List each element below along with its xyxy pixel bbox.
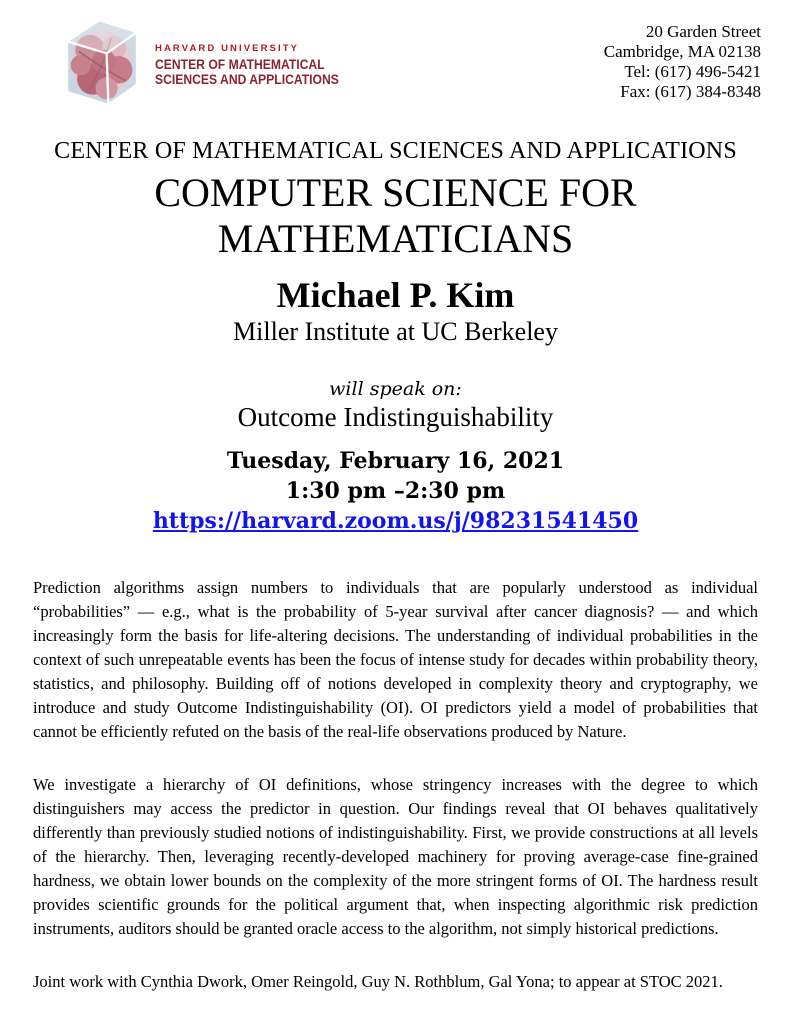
phone-line: Tel: (617) 496-5421 [624, 62, 761, 81]
event-info [0, 446, 791, 536]
abstract-section [33, 576, 758, 994]
address-line2: Cambridge, MA 02138 [603, 42, 761, 61]
speaker-affiliation: Miller Institute at UC Berkeley [233, 317, 558, 346]
cmsa-logo [56, 14, 359, 111]
event-link-row [0, 506, 791, 536]
event-date: Tuesday, February 16, 2021 [226, 448, 565, 474]
contact-block [604, 14, 761, 102]
abstract-paragraph-3: Joint work with Cynthia Dwork, Omer Reingold, Guy N. Rothblum, Gal Yona; to appear at STOC 2021. [33, 972, 723, 991]
abstract-paragraph-2: We investigate a hierarchy of OI definitions, whose stringency increases with the degree to which distinguishers may access the predictor in question. Our findings reveal that OI behaves qualitatively differently than previously studied notions of indistinguishability. First, we provide constructions at all levels of the hierarchy. Then, leveraging recently-developed machinery for proving average-case fine-grained hardness, we obtain lower bounds on the complexity of the more stringent forms of OI. The hardness result provides scientific grounds for the political argument that, when inspecting algorithmic risk prediction instruments, auditors should be granted oracle access to the algorithm, not simply historical predictions. [33, 775, 758, 938]
abstract-paragraph-1: Prediction algorithms assign numbers to individuals that are popularly understood as individual “probabilities” — e.g., what is the probability of 5-year survival after cancer diagnosis? — and which increasingly form the basis for life-altering decisions. The understanding of individual probabilities in the context of such unrepeatable events has been the focus of intense study for decades within probability theory, statistics, and philosophy. Building off of notions developed in complexity theory and cryptography, we introduce and study Outcome Indistinguishability (OI). OI predictors yield a model of probabilities that cannot be efficiently refuted on the basis of the real-life observations produced by Nature. [33, 578, 758, 741]
logo-center-line2: SCIENCES AND APPLICATIONS [155, 72, 339, 88]
speak-on-label: will speak on: [329, 378, 462, 400]
series-title-line2: MATHEMATICIANS [217, 216, 574, 261]
speaker-name: Michael P. Kim [276, 275, 515, 315]
series-title-line1: COMPUTER SCIENCE FOR [154, 170, 637, 215]
logo-center-lines [155, 57, 339, 87]
talk-title: Outcome Indistinguishability [237, 402, 554, 432]
center-name-heading: CENTER OF MATHEMATICAL SCIENCES AND APPLICATIONS [54, 138, 737, 164]
logo-university-line: HARVARD UNIVERSITY [155, 43, 300, 54]
series-title [0, 170, 791, 262]
cmsa-cube-icon [56, 14, 148, 111]
page-header [0, 0, 791, 111]
zoom-meeting-link[interactable]: https://harvard.zoom.us/j/98231541450 [152, 508, 639, 534]
logo-center-line1: CENTER OF MATHEMATICAL [155, 57, 325, 72]
fax-line: Fax: (617) 384-8348 [620, 82, 761, 101]
event-time: 1:30 pm –2:30 pm [285, 478, 506, 504]
cmsa-logo-text [155, 43, 359, 87]
address-line1: 20 Garden Street [645, 22, 761, 41]
